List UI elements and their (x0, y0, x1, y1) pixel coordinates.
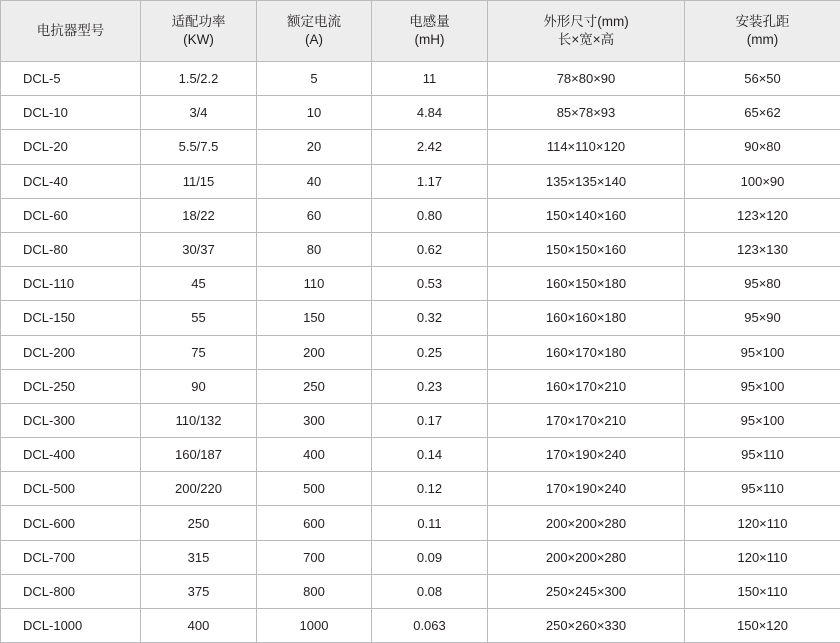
cell-dimensions: 150×140×160 (488, 198, 685, 232)
table-row (1, 198, 840, 232)
cell-hole-spacing: 123×120 (685, 198, 840, 232)
cell-model: DCL-200 (1, 335, 141, 369)
cell-hole-spacing: 95×100 (685, 335, 840, 369)
cell-dimensions: 170×190×240 (488, 472, 685, 506)
column-header-hole-spacing-line-1: 安装孔距 (689, 13, 836, 31)
cell-dimensions: 85×78×93 (488, 96, 685, 130)
cell-current: 700 (257, 540, 372, 574)
cell-power: 1.5/2.2 (141, 62, 257, 96)
cell-dimensions: 200×200×280 (488, 506, 685, 540)
cell-dimensions: 160×150×180 (488, 267, 685, 301)
cell-dimensions: 150×150×160 (488, 232, 685, 266)
table-row (1, 335, 840, 369)
cell-current: 80 (257, 232, 372, 266)
cell-hole-spacing: 150×110 (685, 574, 840, 608)
cell-model: DCL-700 (1, 540, 141, 574)
cell-hole-spacing: 95×80 (685, 267, 840, 301)
column-header-power-line-2: (KW) (145, 31, 252, 49)
table-row (1, 267, 840, 301)
cell-current: 400 (257, 438, 372, 472)
cell-model: DCL-300 (1, 403, 141, 437)
table-row (1, 609, 840, 643)
column-header-model-line-1: 电抗器型号 (5, 22, 136, 40)
cell-current: 110 (257, 267, 372, 301)
cell-model: DCL-150 (1, 301, 141, 335)
cell-hole-spacing: 123×130 (685, 232, 840, 266)
cell-dimensions: 170×190×240 (488, 438, 685, 472)
cell-hole-spacing: 150×120 (685, 609, 840, 643)
cell-inductance: 0.09 (372, 540, 488, 574)
cell-hole-spacing: 95×90 (685, 301, 840, 335)
cell-current: 800 (257, 574, 372, 608)
cell-current: 600 (257, 506, 372, 540)
cell-dimensions: 160×170×180 (488, 335, 685, 369)
cell-model: DCL-5 (1, 62, 141, 96)
table-header-row (1, 1, 840, 62)
table-body (1, 62, 840, 643)
cell-hole-spacing: 95×100 (685, 403, 840, 437)
column-header-inductance (372, 1, 488, 62)
column-header-inductance-line-2: (mH) (376, 31, 483, 49)
cell-power: 110/132 (141, 403, 257, 437)
cell-model: DCL-20 (1, 130, 141, 164)
cell-model: DCL-250 (1, 369, 141, 403)
column-header-current-line-1: 额定电流 (261, 13, 367, 31)
table-row (1, 62, 840, 96)
column-header-model (1, 1, 141, 62)
cell-inductance: 2.42 (372, 130, 488, 164)
cell-power: 75 (141, 335, 257, 369)
cell-hole-spacing: 100×90 (685, 164, 840, 198)
cell-inductance: 0.12 (372, 472, 488, 506)
cell-inductance: 0.32 (372, 301, 488, 335)
cell-inductance: 0.08 (372, 574, 488, 608)
table-row (1, 369, 840, 403)
cell-power: 18/22 (141, 198, 257, 232)
cell-power: 45 (141, 267, 257, 301)
cell-current: 250 (257, 369, 372, 403)
cell-model: DCL-40 (1, 164, 141, 198)
cell-hole-spacing: 95×110 (685, 438, 840, 472)
cell-current: 300 (257, 403, 372, 437)
cell-model: DCL-10 (1, 96, 141, 130)
cell-dimensions: 160×170×210 (488, 369, 685, 403)
table-row (1, 96, 840, 130)
cell-inductance: 0.80 (372, 198, 488, 232)
cell-inductance: 0.23 (372, 369, 488, 403)
column-header-dimensions-line-2: 长×宽×高 (492, 31, 680, 49)
cell-inductance: 1.17 (372, 164, 488, 198)
table-row (1, 301, 840, 335)
cell-power: 400 (141, 609, 257, 643)
cell-dimensions: 200×200×280 (488, 540, 685, 574)
cell-dimensions: 170×170×210 (488, 403, 685, 437)
table-row (1, 540, 840, 574)
cell-current: 1000 (257, 609, 372, 643)
cell-power: 11/15 (141, 164, 257, 198)
cell-model: DCL-1000 (1, 609, 141, 643)
cell-dimensions: 250×245×300 (488, 574, 685, 608)
cell-power: 3/4 (141, 96, 257, 130)
column-header-inductance-line-1: 电感量 (376, 13, 483, 31)
table-header (1, 1, 840, 62)
cell-inductance: 0.62 (372, 232, 488, 266)
cell-inductance: 0.14 (372, 438, 488, 472)
cell-hole-spacing: 90×80 (685, 130, 840, 164)
cell-hole-spacing: 95×100 (685, 369, 840, 403)
table-row (1, 232, 840, 266)
column-header-dimensions-line-1: 外形尺寸(mm) (492, 13, 680, 31)
cell-model: DCL-500 (1, 472, 141, 506)
table-row (1, 472, 840, 506)
cell-current: 40 (257, 164, 372, 198)
cell-dimensions: 160×160×180 (488, 301, 685, 335)
table-row (1, 438, 840, 472)
column-header-hole-spacing-line-2: (mm) (689, 31, 836, 49)
cell-model: DCL-110 (1, 267, 141, 301)
cell-model: DCL-600 (1, 506, 141, 540)
cell-inductance: 0.25 (372, 335, 488, 369)
cell-power: 375 (141, 574, 257, 608)
cell-hole-spacing: 95×110 (685, 472, 840, 506)
cell-power: 90 (141, 369, 257, 403)
cell-dimensions: 78×80×90 (488, 62, 685, 96)
column-header-power-line-1: 适配功率 (145, 13, 252, 31)
cell-current: 10 (257, 96, 372, 130)
cell-current: 500 (257, 472, 372, 506)
cell-inductance: 0.17 (372, 403, 488, 437)
cell-hole-spacing: 120×110 (685, 506, 840, 540)
cell-current: 150 (257, 301, 372, 335)
table-row (1, 130, 840, 164)
cell-power: 250 (141, 506, 257, 540)
cell-current: 200 (257, 335, 372, 369)
table-row (1, 506, 840, 540)
cell-power: 160/187 (141, 438, 257, 472)
cell-current: 5 (257, 62, 372, 96)
column-header-power (141, 1, 257, 62)
cell-inductance: 0.53 (372, 267, 488, 301)
cell-power: 200/220 (141, 472, 257, 506)
cell-model: DCL-60 (1, 198, 141, 232)
cell-model: DCL-80 (1, 232, 141, 266)
cell-current: 20 (257, 130, 372, 164)
cell-dimensions: 135×135×140 (488, 164, 685, 198)
table-row (1, 164, 840, 198)
cell-hole-spacing: 120×110 (685, 540, 840, 574)
table-row (1, 574, 840, 608)
cell-current: 60 (257, 198, 372, 232)
cell-inductance: 0.11 (372, 506, 488, 540)
cell-hole-spacing: 65×62 (685, 96, 840, 130)
cell-power: 30/37 (141, 232, 257, 266)
cell-hole-spacing: 56×50 (685, 62, 840, 96)
cell-power: 315 (141, 540, 257, 574)
cell-dimensions: 114×110×120 (488, 130, 685, 164)
cell-power: 55 (141, 301, 257, 335)
cell-model: DCL-800 (1, 574, 141, 608)
cell-inductance: 4.84 (372, 96, 488, 130)
column-header-dimensions (488, 1, 685, 62)
cell-inductance: 11 (372, 62, 488, 96)
column-header-hole-spacing (685, 1, 840, 62)
cell-dimensions: 250×260×330 (488, 609, 685, 643)
cell-power: 5.5/7.5 (141, 130, 257, 164)
column-header-current-line-2: (A) (261, 31, 367, 49)
cell-model: DCL-400 (1, 438, 141, 472)
table-row (1, 403, 840, 437)
column-header-current (257, 1, 372, 62)
cell-inductance: 0.063 (372, 609, 488, 643)
